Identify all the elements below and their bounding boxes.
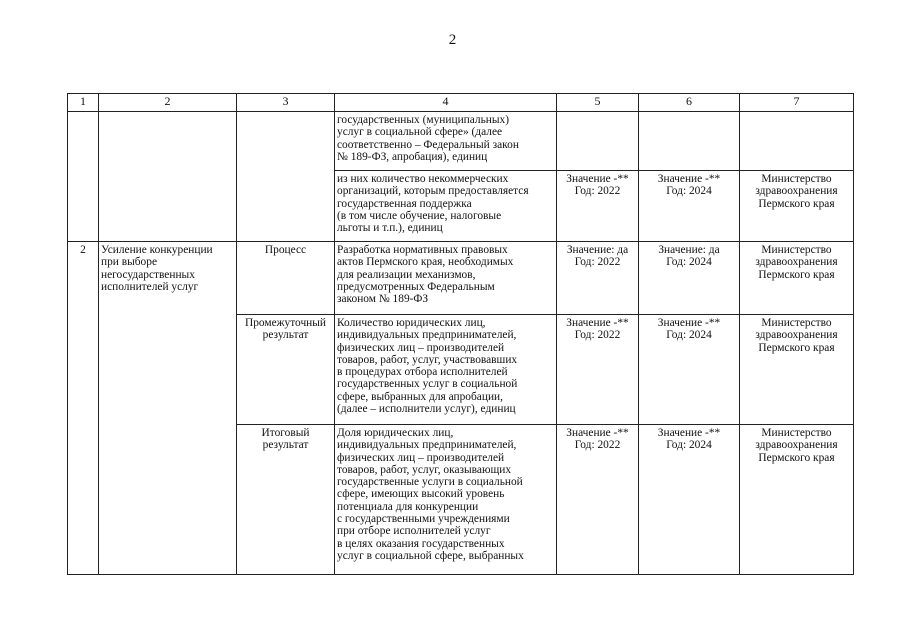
cell-responsible: Министерство здравоохранения Пермского края [740,315,854,425]
header-col-7: 7 [740,94,854,112]
cell-number [68,112,99,242]
cell-indicator: Количество юридических лиц, индивидуальных предпринимателей, физических лиц – производителей товаров, работ, услуг, участвовавших в процедурах отбора исполнителей государственных услуг в социальной сфере, выбранных для апробации, (далее – исполнители услуг), единиц [335,315,557,425]
measures-table [67,93,854,575]
cell-value-start: Значение: да Год: 2022 [557,242,639,315]
cell-indicator: государственных (муниципальных) услуг в социальной сфере» (далее соответственно – Федеральный закон № 189-ФЗ, апробация), единиц [335,112,557,171]
cell-number: 2 [68,242,99,575]
cell-value-start [557,112,639,171]
page-number: 2 [448,32,457,48]
header-col-1: 1 [68,94,99,112]
cell-type [237,112,335,242]
cell-indicator: Доля юридических лиц, индивидуальных предпринимателей, физических лиц – производителей товаров, работ, услуг, оказывающих государственные услуги в социальной сфере, имеющих высокий уровень потенциала для конкуренции с государственными учреждениями при отборе исполнителей услуг в целях оказания государственных услуг в социальной сфере, выбранных [335,425,557,575]
header-col-5: 5 [557,94,639,112]
cell-value-end [639,112,740,171]
cell-measure: Усиление конкуренции при выборе негосударственных исполнителей услуг [99,242,237,575]
table-row [68,112,854,171]
cell-indicator: из них количество некоммерческих организаций, которым предоставляется государственная поддержка (в том числе обучение, налоговые льготы и т.п.), единиц [335,171,557,242]
header-row [68,94,854,112]
cell-measure [99,112,237,242]
cell-value-end: Значение -** Год: 2024 [639,171,740,242]
header-col-4: 4 [335,94,557,112]
cell-responsible: Министерство здравоохранения Пермского края [740,425,854,575]
header-col-3: 3 [237,94,335,112]
cell-value-end: Значение -** Год: 2024 [639,315,740,425]
cell-type: Итоговый результат [237,425,335,575]
cell-type: Процесс [237,242,335,315]
cell-responsible: Министерство здравоохранения Пермского края [740,171,854,242]
cell-type: Промежуточный результат [237,315,335,425]
cell-value-end: Значение: да Год: 2024 [639,242,740,315]
cell-value-end: Значение -** Год: 2024 [639,425,740,575]
cell-value-start: Значение -** Год: 2022 [557,171,639,242]
cell-value-start: Значение -** Год: 2022 [557,425,639,575]
cell-responsible [740,112,854,171]
header-col-2: 2 [99,94,237,112]
cell-value-start: Значение -** Год: 2022 [557,315,639,425]
table-row [68,242,854,315]
header-col-6: 6 [639,94,740,112]
cell-responsible: Министерство здравоохранения Пермского края [740,242,854,315]
cell-indicator: Разработка нормативных правовых актов Пермского края, необходимых для реализации механизмов, предусмотренных Федеральным законом № 189-ФЗ [335,242,557,315]
